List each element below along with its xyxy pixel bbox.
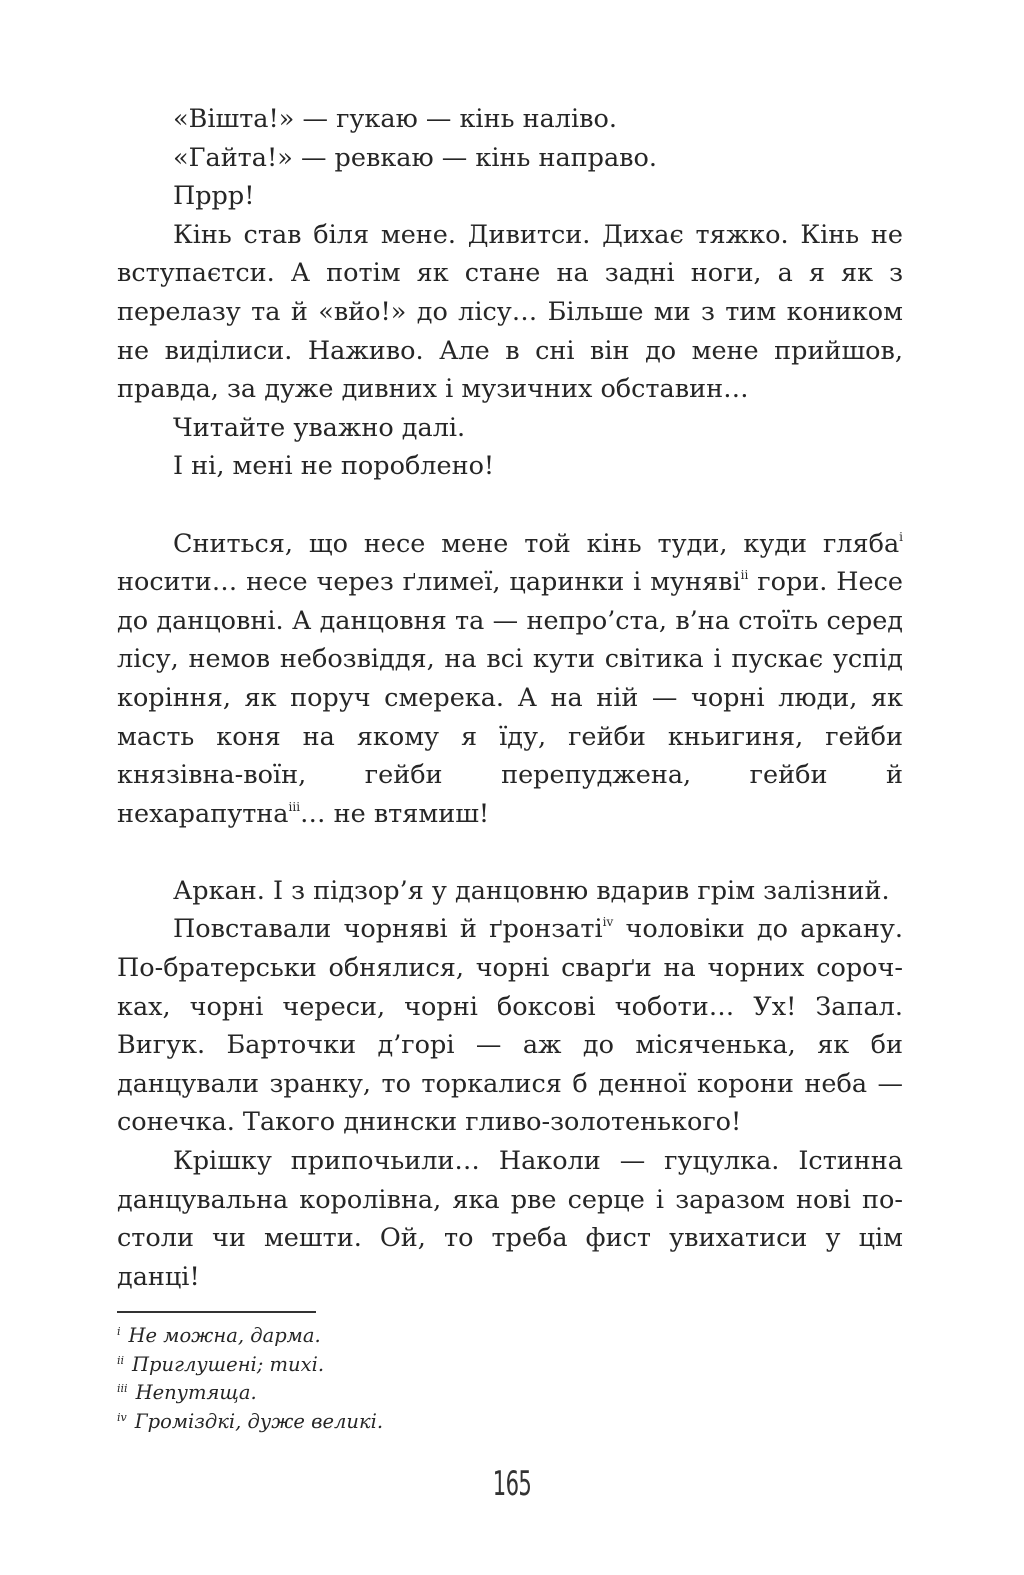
footnote-text: Приглушені; тихі. <box>132 1352 325 1376</box>
page-number: 165 <box>492 1464 532 1504</box>
paragraph <box>117 910 903 1142</box>
section-break <box>117 833 903 872</box>
text-run: … не втямиш! <box>300 798 490 829</box>
footnote-mark: iv <box>117 1410 127 1424</box>
paragraph: Пррр! <box>173 181 255 212</box>
text-run: гори. Несе до данцовні. А данцовня та — непро’ста, в’на стоїть серед лісу, немов небозвіддя, на всі кути світика і пускає успід коріння, як поруч смерека. А на ній — чорні люди, як масть коня на якому я їду, гейби кньигиня, гейби князівна-воїн, гейби перепуджена, гейби й нехарапутна <box>117 567 903 829</box>
footnote-ref: i <box>899 529 903 544</box>
footnote-ref: ii <box>740 568 749 583</box>
footnote-text: Непутяща. <box>135 1381 257 1404</box>
footnote-ref: iii <box>288 799 301 814</box>
footnote-text: Громіздкі, дуже великі. <box>134 1409 384 1433</box>
footnote-separator <box>117 1311 316 1313</box>
paragraph: І ні, мені не пороблено! <box>173 451 495 482</box>
text-run: Повставали чорняві й ґронзаті <box>173 914 603 945</box>
section-break <box>117 486 903 525</box>
footnote-mark: i <box>117 1325 121 1338</box>
paragraph: «Гайта!» — ревкаю — кінь направо. <box>173 142 657 173</box>
main-text <box>117 100 903 1296</box>
paragraph: Аркан. І з підзор’я у данцовню вдарив грім залізний. <box>173 875 890 906</box>
paragraph: «Вішта!» — гукаю — кінь наліво. <box>173 104 617 134</box>
footnote <box>117 1351 903 1380</box>
footnote-mark: iii <box>117 1382 128 1395</box>
footnote-ref: iv <box>602 915 614 930</box>
footnote <box>117 1408 903 1437</box>
text-run: чоловіки до аркану. По-братерськи обнялися, чорні сварґи на чорних сорочках, чорні череси, чорні боксові чоботи… Ух! Запал. Вигук. Барточки д’горі — аж до місяченька, як би данцували зранку, то торкалися б денної корони неба — сонечка. Такого днински гливо-золотенького! <box>117 914 903 1138</box>
footnote-text: Не можна, дарма. <box>128 1324 321 1347</box>
paragraph: Крішку припочьили… Наколи — гуцулка. Істинна данцувальна королівна, яка рве серце і заразом нові постоли чи мешти. Ой, то треба фист увихатиси у цім данці! <box>117 1146 903 1292</box>
footnotes <box>117 1322 903 1436</box>
footnote <box>117 1322 903 1351</box>
paragraph: Читайте уважно далі. <box>173 412 466 443</box>
text-run: Сниться, що несе мене той кінь туди, куди гляба <box>173 528 900 559</box>
footnote-mark: ii <box>117 1353 125 1367</box>
footnote <box>117 1379 903 1408</box>
text-run: носити… несе через ґлимеї, царинки і муняві <box>117 567 741 598</box>
paragraph <box>117 525 903 834</box>
paragraph: Кінь став біля мене. Дивитси. Дихає тяжко. Кінь не вступаєтси. А потім як стане на задні ноги, а я як з перелазу та й «вйо!» до лісу… Більше ми з тим коником не виділиси. Наживо. Але в сні він до мене прийшов, правда, за дуже дивних і музичних обставин… <box>117 219 903 405</box>
